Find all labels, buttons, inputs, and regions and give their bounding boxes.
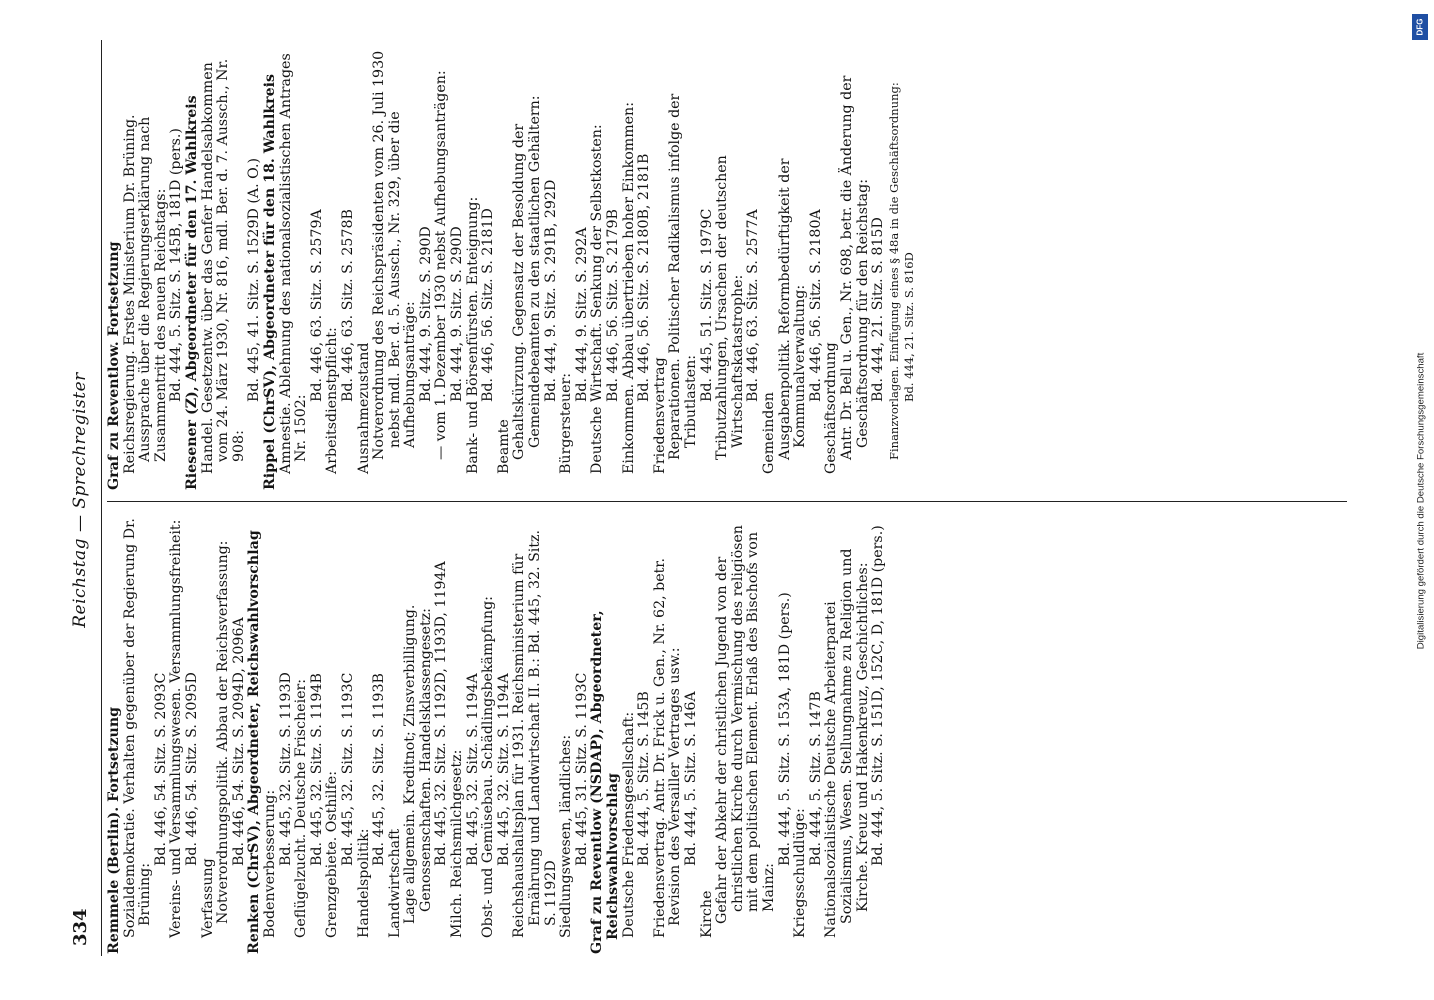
left-column bbox=[107, 514, 887, 954]
dfg-logo-text: DFG bbox=[1415, 18, 1425, 36]
subject-entry: Friedensvertrag. Antr. Dr. Frick u. Gen., Nr. 62, betr. Revision des Versailler Vertrages usw.: bbox=[651, 557, 684, 938]
page-reference: Bd. 446, 63. Sitz. S. 2578B bbox=[339, 209, 356, 402]
page-reference: Bd. 445, 31. Sitz. S. 1193C bbox=[573, 672, 590, 866]
page-reference: Bd. 444, 9. Sitz. S. 291B, 292D bbox=[542, 179, 559, 402]
page-reference: Bd. 446, 56. Sitz. S. 2179B bbox=[605, 209, 621, 402]
page-reference: Bd. 445, 32. Sitz. S. 1193B bbox=[371, 673, 388, 866]
page-reference: Bd. 446, 54. Sitz. S. 2095D bbox=[183, 672, 200, 866]
subject-entry: Handelspolitik: bbox=[355, 828, 372, 938]
page-reference: Bd. 444, 5. Sitz. S. 151D, 152C, D, 181D (pers.) bbox=[870, 525, 887, 866]
page-reference: Bd. 444, 5. Sitz. S. 145B, 181D (pers.) bbox=[168, 128, 185, 402]
speaker-heading: Graf zu Reventlow (NSDAP), Abgeordneter, Reichswahlvorschlag bbox=[589, 610, 621, 954]
page-reference: Bd. 444, 21. Sitz. S. 815D bbox=[870, 217, 887, 402]
speaker-heading: Rippel (ChrSV), Abgeordneter für den 18. Wahlkreis bbox=[261, 73, 278, 490]
page-reference: Bd. 445, 32. Sitz. S. 1193D bbox=[277, 672, 294, 866]
subject-entry: — vom 1. Dezember 1930 nebst Aufhebungsanträgen: bbox=[433, 70, 450, 460]
subject-entry: Finanzvorlagen. Einfügung eines § 48a in die Geschäftsordnung: bbox=[886, 82, 901, 460]
subject-entry: Siedlungswesen, ländliches: bbox=[558, 734, 575, 938]
subject-entry: Deutsche Friedensgesellschaft: bbox=[620, 711, 637, 938]
subject-entry: Vereins- und Versammlungswesen. Versammlungsfreiheit: bbox=[168, 519, 185, 938]
page-header bbox=[67, 40, 99, 960]
subject-entry: Antr. Dr. Bell u. Gen., Nr. 698, betr. die Änderung der Geschäftsordnung für den Reichstag: bbox=[838, 75, 871, 460]
subject-entry: Reparationen. Politischer Radikalismus infolge der Tributlasten: bbox=[667, 93, 699, 460]
subject-entry: Gemeinden bbox=[760, 392, 777, 474]
subject-entry: Bürgersteuer: bbox=[558, 372, 575, 474]
subject-entry: Beamte bbox=[495, 419, 512, 474]
subject-entry: Nationalsozialistische Deutsche Arbeiterpartei bbox=[823, 601, 840, 938]
subject-entry: Tributzahlungen, Ursachen der deutschen Wirtschaftskatastrophe: bbox=[714, 155, 746, 460]
page-reference: Bd. 444, 9. Sitz. S. 292A bbox=[573, 227, 590, 402]
subject-entry: Bank- und Börsenfürsten. Enteignung: bbox=[464, 196, 481, 474]
speaker-heading: Remmele (Berlin). Fortsetzung bbox=[106, 706, 122, 954]
digitization-stamp bbox=[1410, 6, 1432, 996]
subject-entry: Sozialismus, Wesen. Stellungnahme zu Religion und Kirche. Kreuz und Hakenkreuz, Geschichtliches: bbox=[838, 548, 871, 924]
subject-entry: Geschäftsordnung bbox=[823, 342, 840, 474]
page-reference: Bd. 444, 5. Sitz. S. 145B bbox=[636, 691, 653, 866]
page-reference: Bd. 446, 54. Sitz. S. 2094D, 2096A bbox=[230, 617, 247, 866]
right-column bbox=[107, 50, 918, 490]
page-reference: Bd. 444, 9. Sitz. S. 290D bbox=[449, 226, 466, 402]
subject-entry: Gehaltskürzung. Gegensatz der Besoldung der Gemeindebeamten zu den staatlichen Gehältern: bbox=[511, 95, 544, 460]
subject-entry: Friedensvertrag bbox=[651, 357, 668, 474]
subject-entry: Bodenverbesserung: bbox=[261, 789, 278, 938]
index-page bbox=[67, 40, 1367, 960]
column-divider bbox=[107, 501, 1347, 502]
page-reference: Bd. 446, 56. Sitz. S. 2180B, 2181B bbox=[636, 153, 653, 402]
page-reference: Bd. 445, 32. Sitz. S. 1192D, 1193D, 1194A bbox=[433, 561, 450, 866]
subject-entry: Obst- und Gemüsebau. Schädlingsbekämpfung: bbox=[480, 596, 497, 938]
page-reference: Bd. 444, 21. Sitz. S. 816D bbox=[902, 252, 917, 402]
subject-entry: Einkommen. Abbau übertrieben hoher Einkommen: bbox=[620, 102, 637, 474]
speaker-heading: Renken (ChrSV), Abgeordneter, Reichswahlvorschlag bbox=[246, 530, 263, 954]
subject-entry: Notverordnungspolitik. Abbau der Reichsverfassung: bbox=[215, 540, 232, 924]
page-reference: Bd. 446, 56. Sitz. S. 2180A bbox=[807, 209, 824, 402]
page-reference: Bd. 446, 56. Sitz. S. 2181D bbox=[480, 208, 497, 402]
subject-entry: Ausgabenpolitik. Reformbedürftigkeit der Kommunalverwaltung: bbox=[776, 158, 809, 460]
speaker-heading: Graf zu Reventlow. Fortsetzung bbox=[106, 241, 122, 490]
subject-entry: Kriegsschuldlüge: bbox=[792, 808, 809, 938]
subject-entry: Ausnahmezustand bbox=[355, 342, 372, 474]
subject-entry: Arbeitsdienstpflicht: bbox=[324, 327, 341, 474]
page-reference: Bd. 444, 5. Sitz. S. 147B bbox=[807, 691, 824, 866]
subject-entry: Reichshaushaltsplan für 1931. Reichsministerium für Ernährung und Landwirtschaft II. B.: Bd. 445, 32. Sitz. S. 1192D bbox=[511, 529, 559, 938]
page-reference: Bd. 444, 5. Sitz. S. 153A, 181D (pers.) bbox=[776, 592, 793, 866]
page-reference: Bd. 444, 9. Sitz. S. 290D bbox=[417, 226, 434, 402]
subject-entry: Reichsregierung. Erstes Ministerium Dr. Brüning. Aussprache über die Regierungserklärung nach Zusammentritt des neuen Reichstags: bbox=[121, 114, 169, 474]
subject-entry: Amnestie. Ablehnung des nationalsozialistischen Antrages Nr. 1502: bbox=[277, 53, 310, 474]
page-reference: Bd. 445, 41. Sitz. S. 1529D (A. O.) bbox=[246, 157, 263, 402]
subject-entry: Sozialdemokratie. Verhalten gegenüber der Regierung Dr. Brüning: bbox=[121, 518, 154, 938]
speaker-heading: Riesener (Z), Abgeordneter für den 17. Wahlkreis bbox=[183, 95, 200, 490]
subject-entry: Verfassung bbox=[199, 858, 216, 938]
subject-entry: Landwirtschaft bbox=[386, 828, 403, 938]
subject-entry: Gefahr der Abkehr der christlichen Jugend von der christlichen Kirche durch Vermischung des religiösen mit dem politischen Element. Erlaß des Bischofs von Mainz: bbox=[714, 525, 777, 924]
page-reference: Bd. 444, 5. Sitz. S. 146A bbox=[682, 691, 699, 866]
page-reference: Bd. 445, 32. Sitz. S. 1194A bbox=[495, 673, 512, 866]
page-reference: Bd. 446, 63. Sitz. S. 2577A bbox=[745, 209, 762, 402]
subject-entry: Grenzgebiete. Osthilfe: bbox=[324, 771, 341, 938]
header-rule bbox=[101, 40, 102, 956]
subject-entry: Handel. Gesetzentw. über das Genfer Handelsabkommen vom 24. März 1930, Nr. 816, mdl. Ber. d. 7. Aussch., Nr. 908: bbox=[199, 58, 247, 474]
page-reference: Bd. 446, 54. Sitz. S. 2093C bbox=[152, 672, 169, 866]
page-reference: Bd. 445, 32. Sitz. S. 1193C bbox=[339, 672, 356, 866]
subject-entry: Deutsche Wirtschaft. Senkung der Selbstkosten: bbox=[589, 124, 606, 474]
page-reference: Bd. 445, 32. Sitz. S. 1194B bbox=[308, 673, 325, 866]
dfg-logo bbox=[1412, 14, 1428, 40]
subject-entry: Notverordnung des Reichspräsidenten vom 26. Juli 1930 nebst mdl. Ber. d. 5. Aussch., Nr. 329, über die Aufhebungsanträge: bbox=[371, 50, 419, 460]
running-head: Reichstag — Sprechregister bbox=[70, 372, 90, 628]
stamp-text: Digitalisierung gefördert durch die Deutsche Forschungsgemeinschaft bbox=[1415, 352, 1427, 650]
page-number: 334 bbox=[70, 908, 91, 946]
subject-entry: Kirche bbox=[698, 890, 715, 938]
page-reference: Bd. 445, 32. Sitz. S. 1194A bbox=[464, 673, 481, 866]
page-reference: Bd. 446, 63. Sitz. S. 2579A bbox=[308, 209, 325, 402]
subject-entry: Geflügelzucht. Deutsche Frischeier: bbox=[293, 678, 310, 938]
subject-entry: Milch. Reichsmilchgesetz: bbox=[449, 749, 466, 938]
page-reference: Bd. 445, 51. Sitz. S. 1979C bbox=[698, 208, 715, 402]
subject-entry: Lage allgemein. Kreditnot; Zinsverbilligung. Genossenschaften. Handelsklassengesetz: bbox=[402, 604, 434, 924]
